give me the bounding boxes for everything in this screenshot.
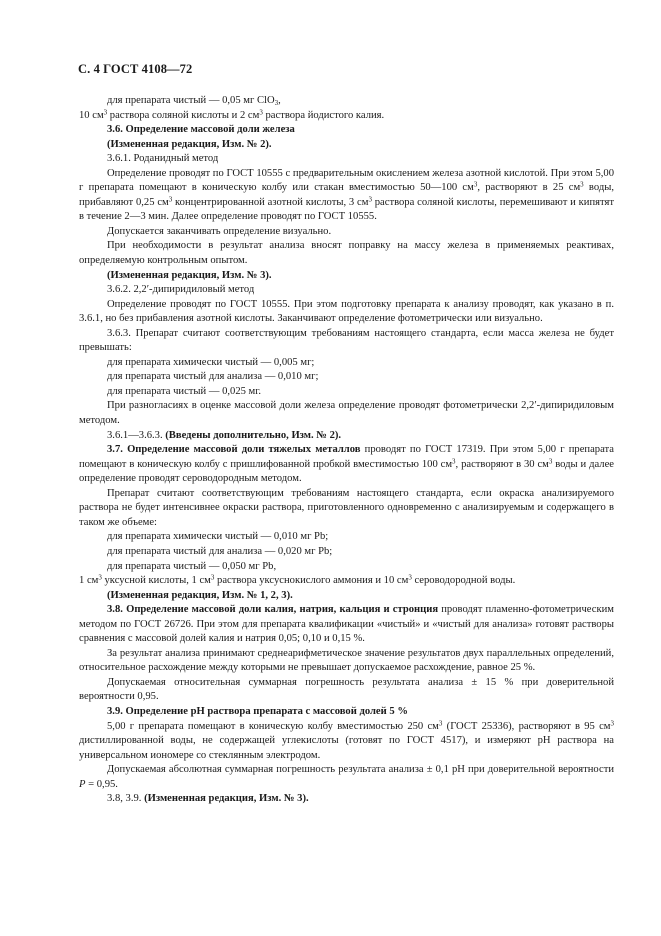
- paragraph: Допускается заканчивать определение визуально.: [107, 225, 332, 237]
- paragraph: 10 $см^3$ раствора соляной кислоты и 2 $см^3$ раствора йодистого калия.: [79, 108, 385, 121]
- paragraph: При необходимости в результат анализа вносят поправку на массу железа в применяемых реактивах, определяемую контрольным опытом.: [79, 240, 614, 267]
- amendment-note: (Измененная редакция, Изм. № 1, 2, 3).: [107, 589, 293, 601]
- paragraph: Допускаемая абсолютная суммарная погрешность результата анализа ± 0,1 pH при доверительной вероятности P = 0,95.: [79, 764, 614, 790]
- paragraph: При разногласиях в оценке массовой доли железа определение проводят фотометрически 2,2′-дипиридиловым методом.: [79, 400, 614, 427]
- paragraph: Допускаемая относительная суммарная погрешность результата анализа ± 15 % при доверительной вероятности 0,95.: [79, 676, 614, 703]
- paragraph: 3.6.3. Препарат считают соответствующим требованиям настоящего стандарта, если масса железа не будет превышать:: [79, 327, 614, 354]
- list-item: для препарата чистый — 0,050 мг Pb,: [107, 560, 277, 572]
- list-item: 1 $см^3$ уксусной кислоты, 1 $см^3$ раствора уксуснокислого аммония и 10 $см^3$ сероводородной воды.: [79, 573, 516, 587]
- paragraph: для препарата чистый — 0,05 мг ClO$_3$,: [107, 95, 281, 107]
- list-item: для препарата химически чистый — 0,005 мг;: [107, 356, 315, 368]
- subsection-heading: 3.6.2. 2,2′-дипиридиловый метод: [107, 284, 255, 296]
- amendment-note: (Измененная редакция, Изм. № 3).: [107, 269, 272, 281]
- paragraph: Определение проводят по ГОСТ 10555 с предварительным окислением железа азотной кислотой. При этом 5,00 г препарата помещают в коническую колбу или стакан вместимостью 50—100 $см^3$, растворяют в 25 $см^3$ воды, прибавляют 0,25 $см^3$ концентрированной азотной кислоты, 3 $см^3$ раствора соляной кислоты, перемешивают и кипятят в течение 2—3 мин. Далее определение проводят по ГОСТ 10555.: [79, 167, 614, 223]
- amendment-note: (Измененная редакция, Изм. № 2).: [107, 138, 272, 150]
- list-item: для препарата чистый для анализа — 0,020 мг Pb;: [107, 545, 333, 557]
- paragraph: За результат анализа принимают среднеарифметическое значение результатов двух параллельных определений, относительное расхождение между которыми не превышает допускаемое расхождение, равное 25 %.: [79, 647, 614, 674]
- list-item: для препарата химически чистый — 0,010 мг Pb;: [107, 531, 329, 543]
- amendment-note: 3.6.1—3.6.3. (Введены дополнительно, Изм. № 2).: [107, 429, 342, 441]
- page-header: С. 4 ГОСТ 4108—72: [78, 62, 193, 76]
- amendment-note: 3.8, 3.9. (Измененная редакция, Изм. № 3).: [107, 793, 309, 805]
- paragraph: 3.7. Определение массовой доли тяжелых металлов проводят по ГОСТ 17319. При этом 5,00 г препарата помещают в коническую колбу с пришлифованной пробкой вместимостью 100 $см^3$, растворяют в 30 $см^3$ воды и далее определение проводят сероводородным методом.: [79, 444, 614, 485]
- paragraph: Препарат считают соответствующим требованиям настоящего стандарта, если окраска анализируемого раствора не будет интенсивнее окраски раствора, приготовленного одновременно с анализируемым и содержащего в таком же объеме:: [79, 487, 614, 528]
- section-heading: 3.6. Определение массовой доли железа: [107, 124, 295, 136]
- section-heading: 3.9. Определение pH раствора препарата с массовой долей 5 %: [107, 705, 408, 717]
- list-item: для препарата чистый — 0,025 мг.: [107, 385, 262, 397]
- list-item: для препарата чистый для анализа — 0,010 мг;: [107, 371, 319, 383]
- paragraph: Определение проводят по ГОСТ 10555. При этом подготовку препарата к анализу проводят, как указано в п. 3.6.1, но без прибавления азотной кислоты. Заканчивают определение фотометрически или визуально.: [79, 298, 614, 325]
- paragraph: 3.8. Определение массовой доли калия, натрия, кальция и стронция проводят пламенно-фотометрическим методом по ГОСТ 26726. При этом для препарата квалификации «чистый» и «чистый для анализа» готовят растворы сравнения с массовой долей калия и натрия 0,05; 0,10 и 0,15 %.: [79, 604, 614, 645]
- document-body: [79, 94, 614, 807]
- subsection-heading: 3.6.1. Роданидный метод: [107, 153, 219, 165]
- paragraph: 5,00 г препарата помещают в коническую колбу вместимостью 250 $см^3$ (ГОСТ 25336), растворяют в 95 $см^3$ дистиллированной воды, не содержащей углекислоты (готовят по ГОСТ 4517), и измеряют pH раствора на универсальном иономере со стеклянным электродом.: [79, 719, 615, 761]
